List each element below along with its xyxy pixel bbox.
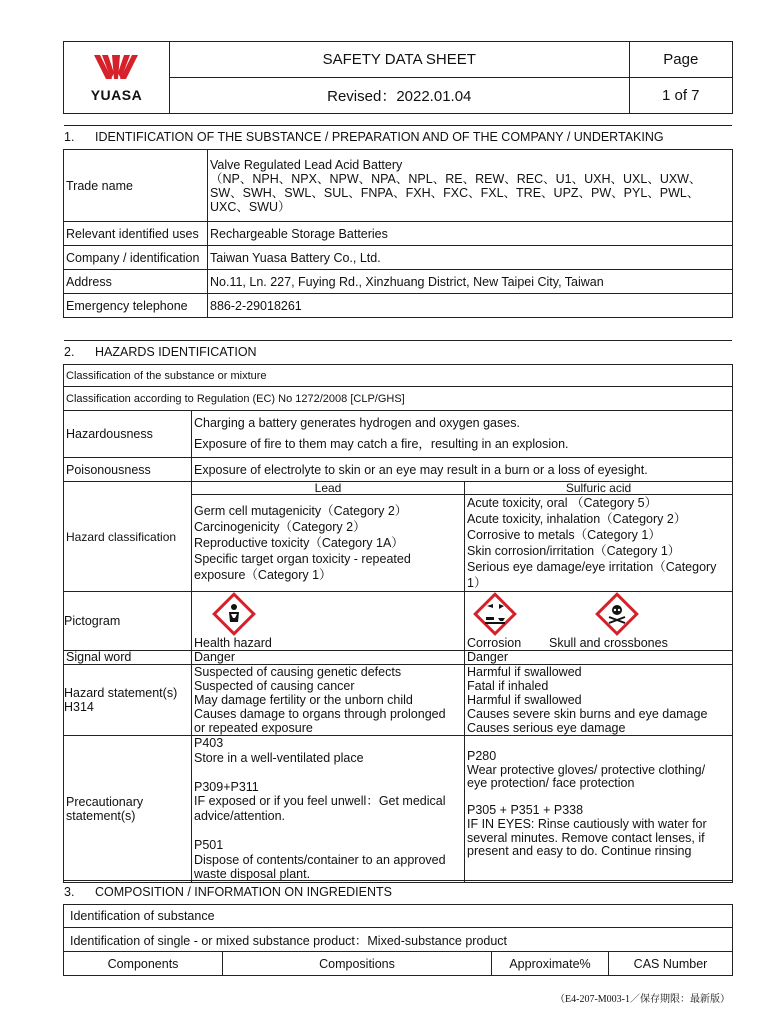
trade-name-value: Valve Regulated Lead Acid Battery （NP、NPH、NPX、NPW、NPA、NPL、RE、REW、REC、U1、UXH、UXL、UXW、 SW、SWH、SWL、SUL、FNPA、FXH、FXC、FXL、TRE、UPZ、PW、PYL、PWL、 UXC、SWU） — [208, 150, 733, 222]
acid-classification: Acute toxicity, oral （Category 5） Acute toxicity, inhalation（Category 2） Corrosive to metals（Category 1） Skin corrosion/irritation（Category 1） Serious eye damage/eye irritation（Category 1） — [465, 495, 733, 592]
footer-code: （E4-207-M003-1／保存期限：最新版） — [555, 994, 730, 1005]
lead-signal-word: Danger — [192, 651, 465, 665]
acid-signal-word: Danger — [465, 651, 733, 665]
section-title: COMPOSITION / INFORMATION ON INGREDIENTS — [95, 885, 392, 899]
health-hazard-label: Health hazard — [194, 636, 272, 650]
hazardousness-label: Hazardousness — [64, 411, 192, 458]
corrosion-label: Corrosion — [467, 636, 522, 650]
lead-pictogram-cell — [192, 592, 465, 651]
precautionary-label: Precautionary statement(s) — [64, 736, 192, 883]
brand-name: YUASA — [90, 86, 143, 103]
section-1-heading — [64, 125, 732, 148]
section-number: 1. — [64, 130, 75, 144]
acid-precautionary: P280 Wear protective gloves/ protective clothing/ eye protection/ face protection P305 + P351 + P338 IF IN EYES: Rinse cautiously with water for several minutes. Remove contact lenses, if present and easy to do. Continue rinsing — [465, 736, 733, 883]
composition-table — [63, 904, 733, 976]
uses-label: Relevant identified uses — [64, 222, 208, 246]
revised-date: Revised：2022.01.04 — [169, 78, 629, 114]
address-value: No.11, Ln. 227, Fuying Rd., Xinzhuang District, New Taipei City, Taiwan — [208, 270, 733, 294]
hazard-class-label: Hazard classification — [64, 482, 192, 592]
header-table — [63, 41, 733, 114]
emergency-label: Emergency telephone — [64, 294, 208, 318]
doc-title: SAFETY DATA SHEET — [169, 42, 629, 78]
acid-pictogram-cell — [465, 592, 733, 651]
trade-name-label: Trade name — [64, 150, 208, 222]
logo-cell — [64, 42, 170, 114]
emergency-value: 886-2-29018261 — [208, 294, 733, 318]
section-3-heading — [64, 880, 732, 903]
compositions-header: Compositions — [223, 952, 492, 976]
signal-word-label: Signal word — [64, 651, 192, 665]
cas-number-header: CAS Number — [609, 952, 733, 976]
lead-column-header: Lead — [192, 482, 465, 495]
page-label: Page — [629, 42, 732, 78]
health-hazard-icon — [212, 592, 256, 636]
pictogram-label: Pictogram — [64, 592, 192, 651]
hazards-table — [63, 364, 733, 883]
identification-of-substance: Identification of substance — [64, 905, 733, 928]
acid-hazard-statements: Harmful if swallowed Fatal if inhaled Harmful if swallowed Causes severe skin burns and eye damage Causes serious eye damage — [465, 665, 733, 736]
yuasa-logo-icon — [86, 53, 146, 87]
hazardousness-line-2: Exposure of fire to them may catch a fire，resulting in an explosion. — [194, 437, 569, 451]
skull-crossbones-icon — [595, 592, 639, 636]
section-2-heading — [64, 340, 732, 363]
hazardousness-value — [192, 411, 733, 458]
uses-value: Rechargeable Storage Batteries — [208, 222, 733, 246]
skull-label: Skull and crossbones — [549, 636, 668, 650]
corrosion-icon — [473, 592, 517, 636]
mixed-substance-row: Identification of single - or mixed substance product：Mixed-substance product — [64, 928, 733, 952]
section-title: IDENTIFICATION OF THE SUBSTANCE / PREPARATION AND OF THE COMPANY / UNDERTAKING — [95, 130, 664, 144]
section-number: 2. — [64, 345, 75, 359]
section-title: HAZARDS IDENTIFICATION — [95, 345, 257, 359]
hazardousness-line-1: Charging a battery generates hydrogen and oxygen gases. — [194, 416, 520, 430]
approximate-header: Approximate% — [492, 952, 609, 976]
poisonousness-label: Poisonousness — [64, 458, 192, 482]
lead-hazard-statements: Suspected of causing genetic defects Suspected of causing cancer May damage fertility or the unborn child Causes damage to organs through prolonged or repeated exposure — [192, 665, 465, 736]
company-label: Company / identification — [64, 246, 208, 270]
classification-regulation: Classification according to Regulation (EC) No 1272/2008 [CLP/GHS] — [64, 387, 733, 411]
company-value: Taiwan Yuasa Battery Co., Ltd. — [208, 246, 733, 270]
hazard-statement-label: Hazard statement(s) H314 — [64, 665, 192, 736]
classification-title: Classification of the substance or mixture — [64, 365, 733, 387]
lead-classification: Germ cell mutagenicity（Category 2） Carcinogenicity（Category 2） Reproductive toxicity（Category 1A） Specific target organ toxicity - repeated exposure（Category 1） — [192, 495, 465, 592]
acid-column-header: Sulfuric acid — [465, 482, 733, 495]
address-label: Address — [64, 270, 208, 294]
page-number: 1 of 7 — [629, 78, 732, 114]
section-number: 3. — [64, 885, 75, 899]
lead-precautionary: P403 Store in a well-ventilated place P309+P311 IF exposed or if you feel unwell：Get medical advice/attention. P501 Dispose of contents/container to an approved waste disposal plant. — [192, 736, 465, 883]
identification-table — [63, 149, 733, 318]
components-header: Components — [64, 952, 223, 976]
poisonousness-value: Exposure of electrolyte to skin or an eye may result in a burn or a loss of eyesight. — [192, 458, 733, 482]
